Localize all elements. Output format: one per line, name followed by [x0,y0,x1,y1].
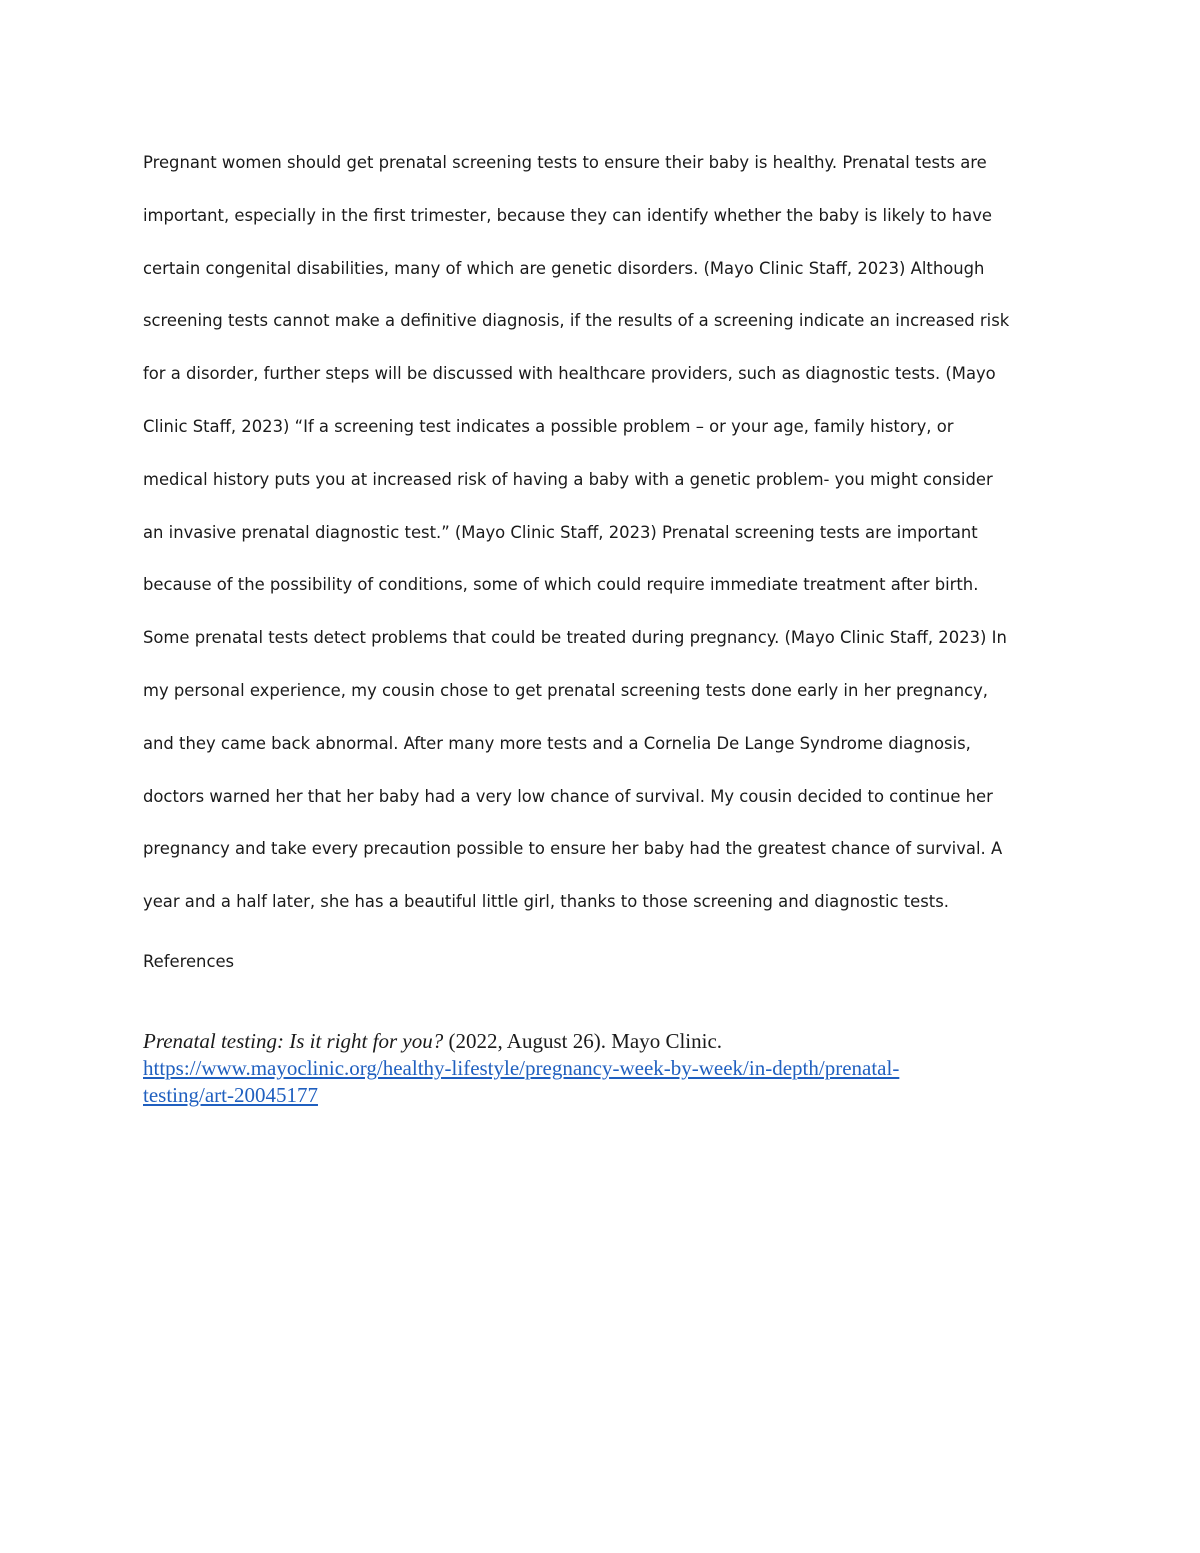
reference-title: Prenatal testing: Is it right for you? [143,1029,444,1053]
body-line: important, especially in the first trimester, because they can identify whether the baby is likely to have [143,205,992,225]
reference-details: (2022, August 26). Mayo Clinic. [443,1029,723,1053]
reference-entry [143,1028,1058,1109]
reference-link-line-1[interactable]: https://www.mayoclinic.org/healthy-lifestyle/pregnancy-week-by-week/in-depth/prenatal- [143,1056,900,1080]
body-line: an invasive prenatal diagnostic test.” (Mayo Clinic Staff, 2023) Prenatal screening tests are important [143,522,978,542]
body-line: because of the possibility of conditions, some of which could require immediate treatment after birth. [143,575,979,595]
body-line: screening tests cannot make a definitive diagnosis, if the results of a screening indicate an increased risk [143,311,1010,331]
body-line: Pregnant women should get prenatal screening tests to ensure their baby is healthy. Prenatal tests are [143,153,987,172]
body-line: pregnancy and take every precaution possible to ensure her baby had the greatest chance of survival. A [143,839,1003,859]
body-line: my personal experience, my cousin chose to get prenatal screening tests done early in her pregnancy, [143,680,989,700]
body-line: Some prenatal tests detect problems that could be treated during pregnancy. (Mayo Clinic Staff, 2023) In [143,628,1007,648]
references-heading: References [143,952,235,971]
body-line: Clinic Staff, 2023) “If a screening test indicates a possible problem – or your age, family history, or [143,416,954,436]
body-paragraph [143,137,1058,929]
body-line: year and a half later, she has a beautiful little girl, thanks to those screening and diagnostic tests. [143,892,949,912]
body-line: medical history puts you at increased risk of having a baby with a genetic problem- you might consider [143,469,993,489]
body-line: and they came back abnormal. After many more tests and a Cornelia De Lange Syndrome diagnosis, [143,733,971,753]
body-line: doctors warned her that her baby had a very low chance of survival. My cousin decided to continue her [143,786,993,806]
body-line: for a disorder, further steps will be discussed with healthcare providers, such as diagnostic tests. (Mayo [143,364,996,384]
reference-link-line-2[interactable]: testing/art-20045177 [143,1083,318,1107]
body-line: certain congenital disabilities, many of which are genetic disorders. (Mayo Clinic Staff, 2023) Although [143,258,985,278]
